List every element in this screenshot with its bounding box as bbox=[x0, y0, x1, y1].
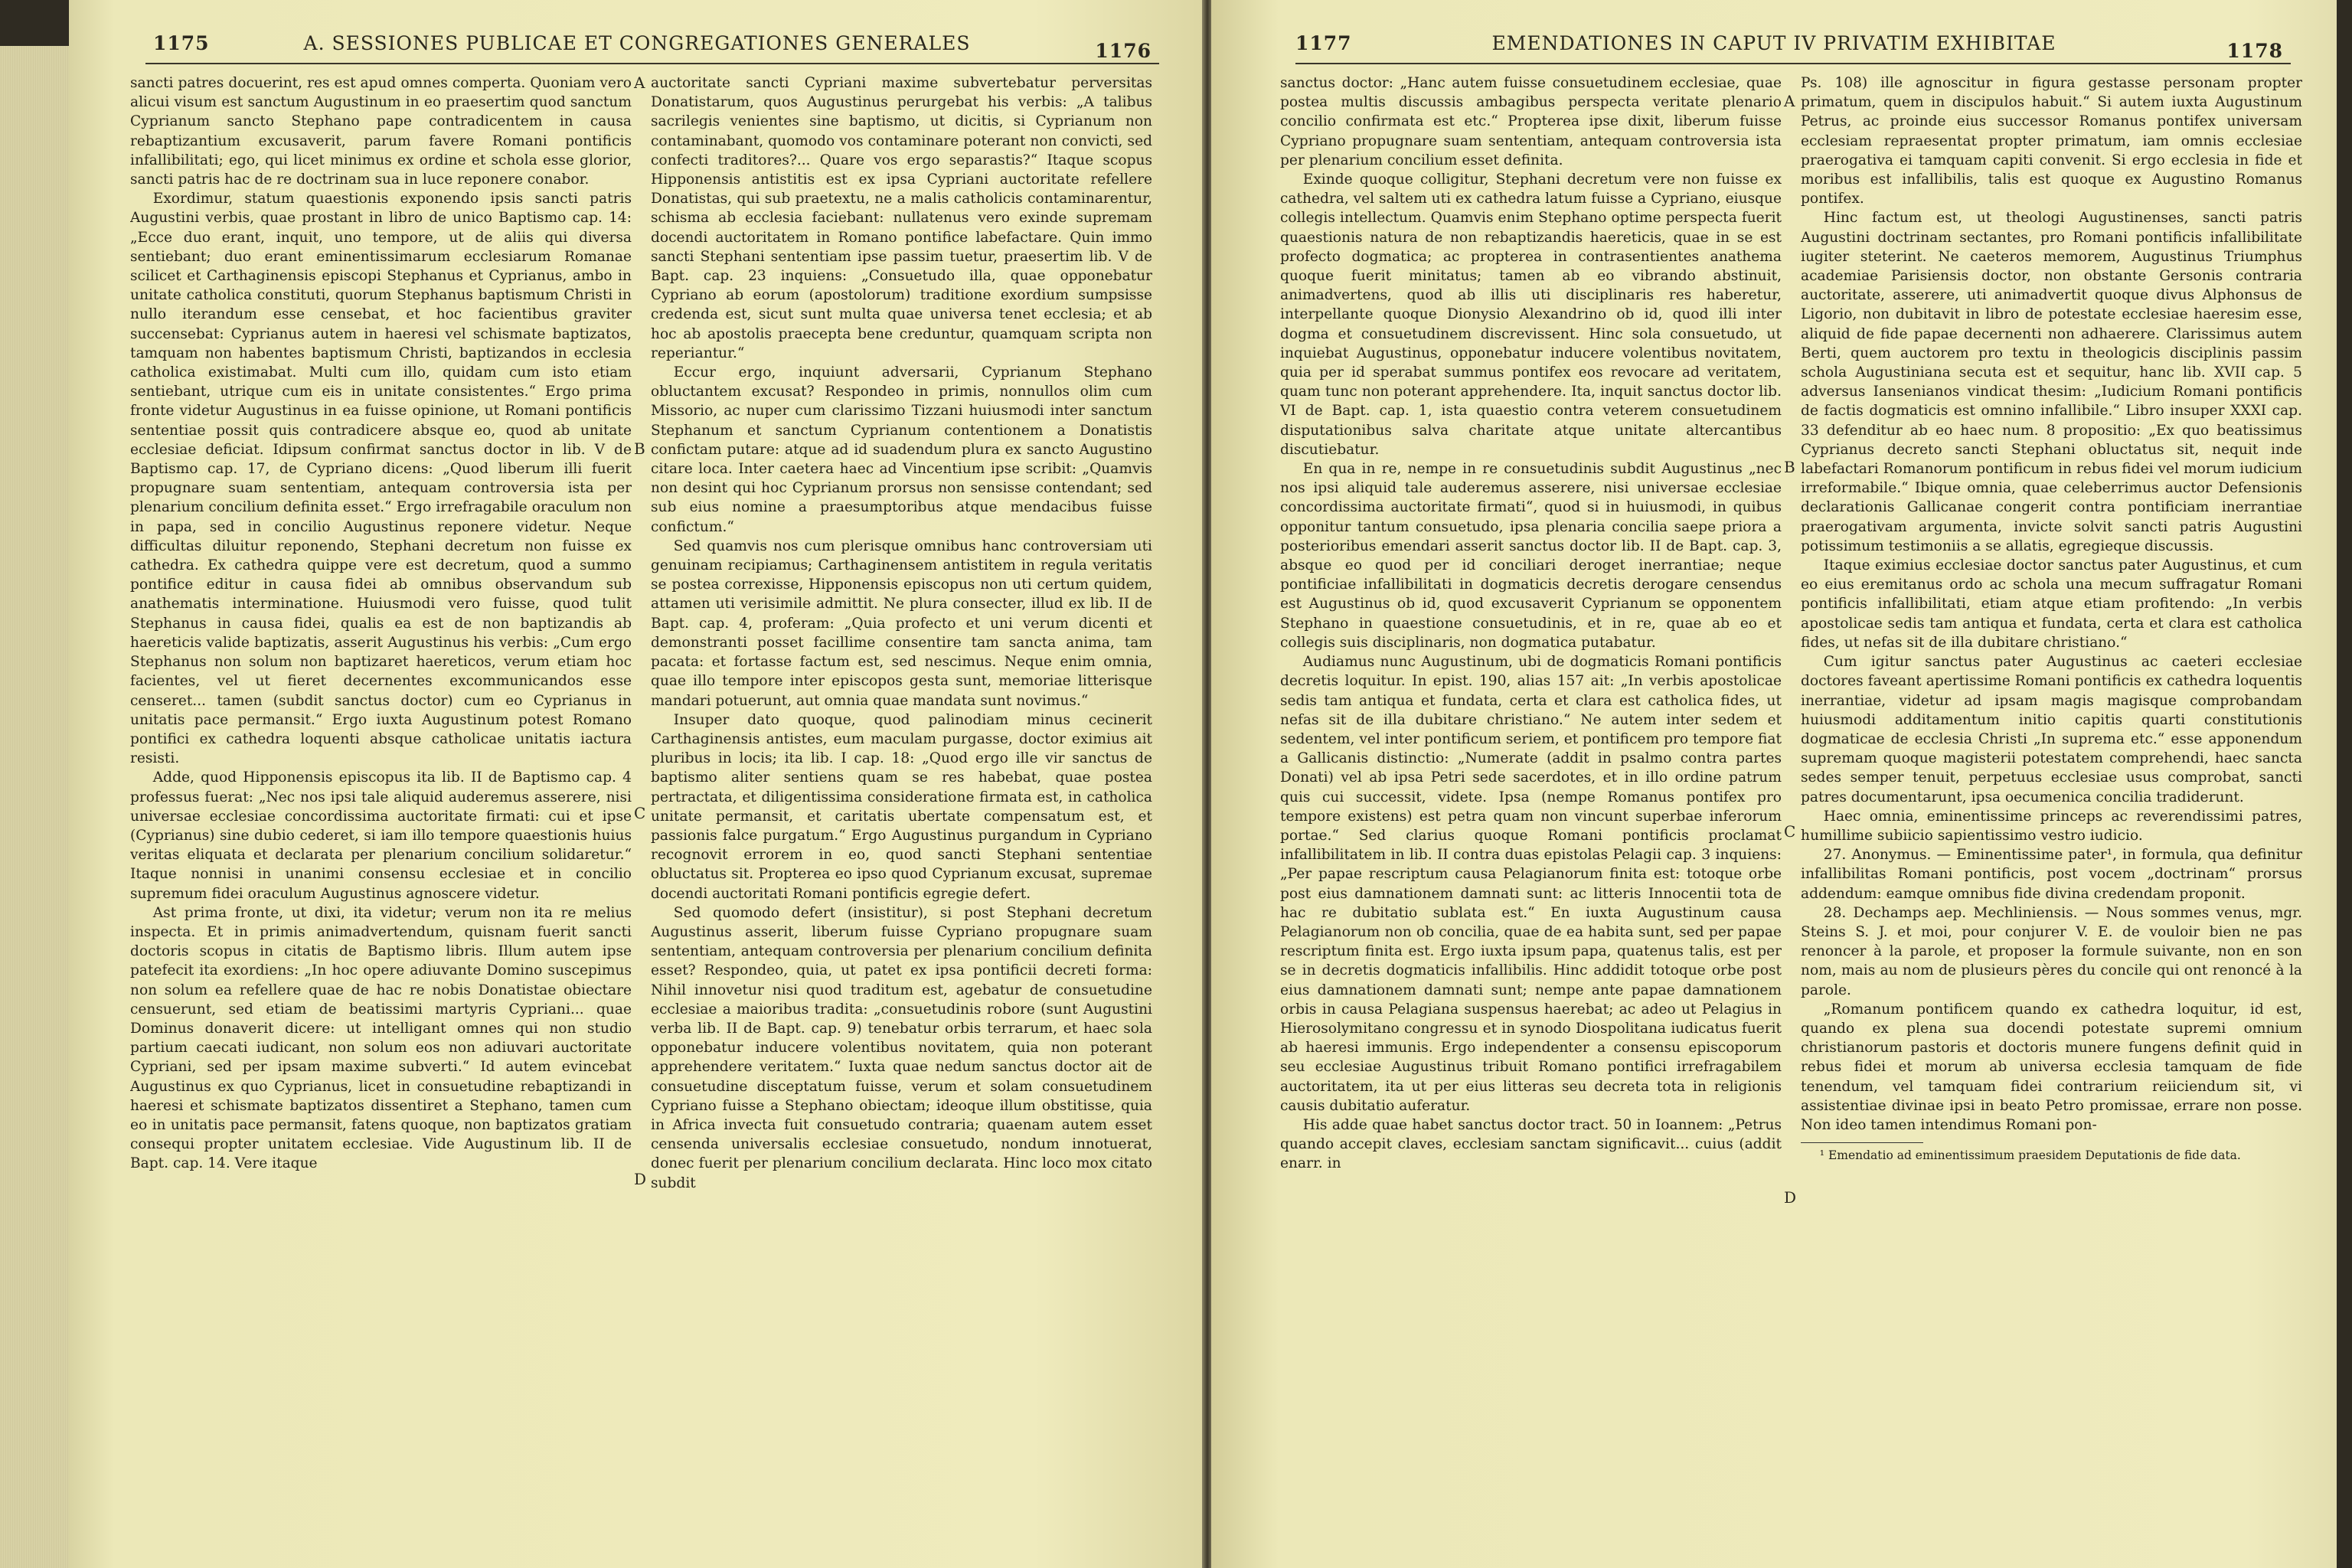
paragraph: Sed quamvis nos cum plerisque omnibus hanc controversiam uti genuinam recipiamus; Carthaginensem antistitem in regula veritatis se postea correxisse, Hipponensis episcopus non uti certum quidem, attamen uti verisimile admittit. Ne plura consecter, illud ex lib. II de Bapt. cap. 4, proferam: „Quia profecto et uni verum dicenti et demonstranti posset facillime consentire tam sancta anima, tam pacata: et fortasse factum est, sed nescimus. Neque enim omnia, quae illo tempore inter episcopos gesta sunt, memoriae litterisque mandari potuerunt, aut omnia quae mandata sunt novimus.“ bbox=[651, 537, 1152, 709]
running-title: EMENDATIONES IN CAPUT IV PRIVATIM EXHIBITAE bbox=[1491, 32, 2056, 54]
margin-marker: B bbox=[1784, 458, 1795, 476]
paragraph: Hinc factum est, ut theologi Augustinenses, sancti patris Augustini doctrinam sectantes, pro Romani pontificis infallibilitate iugiter steterint. Ne caeteros memorem, Augustinus Triumphus academiae Parisiensis doctor, non obstante Gersonis contraria auctoritate, asserere, uti animadvertit quoque divus Alphonsus de Ligorio, non dubitavit in libro de potestate ecclesiae haeresim esse, aliquid de fide papae decernenti non adhaerere. Clarissimus autem Berti, quem auctorem pro textu in theologicis disciplinis passim schola Augustiniana secuta est et sequitur, hanc lib. XVII cap. 5 adversus Iansenianos vindicat thesim: „Iudicium Romani pontificis de factis dogmaticis est omnino infallibile.“ Libro insuper XXXI cap. 33 defenditur ab eo haec num. 8 propositio: „Ex quo beatissimus Cyprianus decreto sancti Stephani obluctatus sit, nequit inde labefactari Romanorum pontificum in rebus fidei vel morum iudicium irreformabile.“ Ibique omnia, quae celeberrimus auctor Defensionis declarationis Gallicanae congerit contra pontificiam inerrantiae praerogativam argumenta, invicte solvit sancti patris Augustini potissimum testimoniis a se allatis, egregieque discussis. bbox=[1801, 210, 2302, 554]
running-head-right bbox=[1211, 29, 2337, 67]
paragraph: 28. Dechamps aep. Mechliniensis. — Nous sommes venus, mgr. Steins S. J. et moi, pour conjurer V. E. de vouloir bien ne pas renoncer à la parole, et proposer la formule suivante, non en son nom, mais au nom de plusieurs pères du concile qui ont renoncé à la parole. bbox=[1801, 904, 2302, 998]
paragraph: Sed quomodo defert (insistitur), si post Stephani decretum Augustinus asserit, liberum fuisse Cypriano propugnare suam sententiam, antequam controversia per plenarium concilium definita esset? Respondeo, quia, ut patet ex ipsa pontificii decreti forma: Nihil innovetur nisi quod traditum est, agebatur de consuetudine ecclesiae a maioribus tradita: „consuetudinis robore (sunt Augustini verba lib. II de Bapt. cap. 9) tenebatur orbis terrarum, et haec sola opponebatur inducere volentibus novitatem, quia non poterant apprehendere veritatem.“ Iuxta quae nedum sanctus doctor ait de consuetudine disceptatum fuisse, verum et solam consuetudinem Cypriano fuisse a Stephano obiectam; ideoque illum obstitisse, quia in Africa invecta fuit consuetudo contraria; quaenam autem esset censenda universalis ecclesiae consuetudo, nondum innotuerat, donec fuerit per plenarium concilium declarata. Hinc loco mox citato subdit bbox=[651, 904, 1152, 1191]
footnote-rule bbox=[1801, 1142, 1923, 1143]
paragraph: En qua in re, nempe in re consuetudinis subdit Augustinus „nec nos ipsi aliquid tale auderemus asserere, nisi universae ecclesiae concordissima auctoritate firmati“, quod si in huiusmodi, in quibus opponitur tantum consuetudo, ipsa plenaria concilia saepe priora a posterioribus emendari asserit sanctus doctor lib. II de Bapt. cap. 3, absque eo quod per id conciliari deroget inerrantiae; neque pontificiae infallibilitati in dogmaticis decretis derogare censendus est Augustinus ob id, quod excusaverit Cyprianum se opponentem Stephano in quaestione consuetudinis, et in re, quae ab eo et collegis suis disciplinaris, non dogmatica putabatur. bbox=[1280, 461, 1782, 651]
paragraph: 27. Anonymus. — Eminentissime pater¹, in formula, qua definitur infallibilitas Romani pontificis, post vocem „doctrinam“ prorsus addendum: eamque omnibus fide divina credendam proponit. bbox=[1801, 847, 2302, 902]
paragraph: „Romanum pontificem quando ex cathedra loquitur, id est, quando ex plena sua docendi potestate supremi omnium christianorum pastoris et doctoris munere fungens definit quid in rebus fidei et morum ab universa ecclesia tamquam de fide tenendum, vel tamquam fidei contrarium reiiciendum sit, vi assistentiae divinae ipsi in beato Petro promissae, errare non posse. Non ideo tamen intendimus Romani pon- bbox=[1801, 1001, 2302, 1133]
text-column-left-2 bbox=[651, 74, 1152, 1544]
margin-marker: D bbox=[1784, 1188, 1797, 1207]
paragraph: sancti patres docuerint, res est apud omnes comperta. Quoniam vero alicui visum est sanctum Augustinum in eo praesertim quod sanctum Cyprianum sancto Stephano pape contradicentem in causa rebaptizantium excusaverit, parum favere Romani pontificis infallibilitati; ego, qui licet minimus ex ordine et schola esse glorior, sancti patris hac de re doctrinam sua in luce reponere conabor. bbox=[130, 75, 632, 188]
margin-marker: B bbox=[634, 439, 645, 458]
paragraph: auctoritate sancti Cypriani maxime subvertebatur perversitas Donatistarum, quos Augustinus perurgebat his verbis: „A talibus sacrilegis venientes sine baptismo, ut dicitis, si Cyprianum non contaminabant, quomodo vos contaminare poterant non convicti, sed confecti traditores?... Quare vos ergo separastis?“ Itaque scopus Hipponensis antistitis est ex ipsa Cypriani auctoritate refellere Donatistas, qui sub praetextu, ne a malis catholicis contaminarentur, schisma ab ecclesia faciebant: nullatenus vero exinde supremam docendi auctoritatem in Romano pontifice labefactare. Quin immo sancti Stephani sententiam ipse passim tuetur, praesertim lib. V de Bapt. cap. 23 inquiens: „Consuetudo illa, quae opponebatur Cypriano ab eorum (apostolorum) traditione exordium sumpsisse credenda est, sicut sunt multa quae universa tenet ecclesia; et ab hoc ab apostolis praecepta bene creduntur, quamquam scripta non reperiantur.“ bbox=[651, 75, 1152, 361]
page-number: 1175 bbox=[153, 32, 210, 54]
text-column-left-1 bbox=[130, 74, 632, 1544]
page-number: 1176 bbox=[1095, 40, 1152, 62]
paragraph: sanctus doctor: „Hanc autem fuisse consuetudinem ecclesiae, quae postea multis discussis ambagibus perspecta veritate plenario concilio confirmata est etc.“ Propterea ipse dixit, liberum fuisse Cypriano propugnare suam sententiam, antequam controversia ista per plenarium concilium esset definita. bbox=[1280, 75, 1782, 168]
left-page bbox=[69, 0, 1205, 1568]
paragraph: Haec omnia, eminentissime princeps ac reverendissimi patres, humillime subiicio sapientissimo vestro iudicio. bbox=[1801, 808, 2302, 844]
margin-marker: D bbox=[634, 1170, 647, 1188]
paragraph: Audiamus nunc Augustinum, ubi de dogmaticis Romani pontificis decretis loquitur. In epist. 190, alias 157 ait: „In verbis apostolicae sedis tam antiqua et fundata, certa et clara est catholica fides, ut nefas sit de illa dubitare christiano.“ Ne autem inter sedem et sedentem, vel inter pontificum seriem, et pontificem pro tempore fiat a Gallicanis distinctio: „Numerate (addit in psalmo contra partes Donati) vel ab ipsa Petri sede sacerdotes, et in illo ordine patrum quis cui successit, videte. Ipsa (nempe Romanus pontifex pro tempore existens) est petra quam non vincunt superbae inferorum portae.“ Sed clarius quoque Romani pontificis proclamat infallibilitatem in lib. II contra duas epistolas Pelagii cap. 3 inquiens: „Per papae rescriptum causa Pelagianorum finita est: totoque orbe post eius damnationem damnati sunt: ac litteris Innocentii tota de hac re dubitatio sublata est.“ En iuxta Augustinum causa Pelagianorum non ob concilia, quae de ea habita sunt, sed per papae rescriptum finita est. Ergo iuxta ipsum papa, quatenus talis, est per se in decretis dogmaticis infallibilis. Hinc addidit totoque orbe post eius damnationem damnati sunt; nempe ante papae damnationem orbis in causa Pelagiana suspensus haerebat; ac adeo ut Pelagius in Hierosolymitano congressu et in synodo Diospolitana iudicatus fuerit ab haeresi immunis. Ergo independenter a consensu episcoporum seu ecclesiae Augustinus tribuit Romano pontifici irrefragabilem auctoritatem, ita ut per eius litteras seu decreta tota in religionis causis dubitatio auferatur. bbox=[1280, 654, 1782, 1114]
paragraph: Exordimur, statum quaestionis exponendo ipsis sancti patris Augustini verbis, quae prostant in libro de unico Baptismo cap. 14: „Ecce duo erant, inquit, uno tempore, ut de aliis qui diversa sentiebant; duo erant eminentissimarum ecclesiarum Romanae scilicet et Carthaginensis episcopi Stephanus et Cyprianus, ambo in unitate catholica constituti, quorum Stephanus baptismum Christi in nullo iterandum esse censebat, et hoc facientibus graviter succensebat: Cyprianus autem in haeresi vel schismate baptizatos, tamquam non habentes baptismum Christi, baptizandos in ecclesia catholica existimabat. Multi cum illo, quidam cum isto etiam sentiebant, utrique cum eis in unitate consistentes.“ Ergo prima fronte videtur Augustinus in ea fuisse opinione, ut Romani pontificis sententiae possit quis contradicere absque eo, quod ab unitate ecclesiae deficiat. Idipsum confirmat sanctus doctor in lib. V de Baptismo cap. 17, de Cypriano dicens: „Quod liberum illi fuerit propugnare suam sententiam, antequam controversia ista per plenarium concilium definita esset.“ Ergo irrefragabile oraculum non in papa, sed in concilio Augustinus reponere videtur. Neque difficultas diluitur reponendo, Stephani decretum non fuisse ex cathedra. Ex cathedra quippe vere est decretum, quod a summo pontifice editur in causa fidei ab omnibus observandum sub anathematis interminatione. Huiusmodi vero fuisse, quod tulit Stephanus in causa fidei, qualis ea est de non baptizandis ab haereticis valide baptizatis, asserit Augustinus his verbis: „Cum ergo Stephanus non solum non baptizaret haereticos, verum etiam hoc facientes, vel ut fieret decernentes excommunicandos esse censeret... tamen (subdit sanctus doctor) cum eo Cyprianus in unitatis pace permansit.“ Ergo iuxta Augustinum potest Romano pontifici ex cathedra loquenti absque catholicae unitatis iactura resisti. bbox=[130, 191, 632, 767]
margin-marker: A bbox=[1784, 92, 1795, 110]
paragraph: Cum igitur sanctus pater Augustinus ac caeteri ecclesiae doctores faveant apertissime Romani pontificis ex cathedra loquentis inerrantiae, videtur ad ipsam magis magisque comprobandam huiusmodi additamentum initio capitis quarti constitutionis dogmaticae de ecclesia Christi „In suprema etc.“ esse apponendum supremam quoque magisterii potestatem comprehendi, haec sancta sedes semper tenuit, perpetuus ecclesiae usus comprobat, sancti patres documentarunt, ipsa oecumenica concilia tradiderunt. bbox=[1801, 654, 2302, 805]
page-number: 1178 bbox=[2226, 40, 2283, 62]
paragraph: Ps. 108) ille agnoscitur in figura gestasse personam propter primatum, quem in discipulos habuit.“ Si autem iuxta Augustinum Petrus, ac proinde eius successor Romanus pontifex universam ecclesiam repraesentat propter primatum, iam omnis ecclesiae praerogativa ei tamquam capiti convenit. Si ergo ecclesia in fide et moribus est infallibilis, talis est quoque ex Augustino Romanus pontifex. bbox=[1801, 75, 2302, 207]
header-rule bbox=[1295, 63, 2291, 64]
footnote: ¹ Emendatio ad eminentissimum praesidem Deputationis de fide data. bbox=[1819, 1148, 2241, 1163]
running-title: A. SESSIONES PUBLICAE ET CONGREGATIONES GENERALES bbox=[303, 32, 971, 54]
text-column-right-1 bbox=[1280, 74, 1782, 1544]
paragraph: Ast prima fronte, ut dixi, ita videtur; verum non ita re melius inspecta. Et in primis animadvertendum, quisnam fuerit sancti doctoris scopus in citatis de Baptismo libris. Illum autem ipse patefecit ita exordiens: „In hoc opere adiuvante Domino suscepimus non solum ea refellere quae de hac re nobis Donatistae obiectare censuerunt, sed etiam de beatissimi martyris Cypriani... quae Dominus donaverit dicere: ut intelligant omnes qui non studio partium caecati iudicant, non solum eos non adiuvari auctoritate Cypriani, sed per ipsam maxime subverti.“ Id autem evincebat Augustinus ex quo Cyprianus, licet in consuetudine rebaptizandi in haeresi et schismate baptizatos dissentiret a Stephano, tamen cum eo in unitatis pace permansit, fatens quoque, non baptizatos gratiam consequi propter unitatem ecclesiae. Vide Augustinum lib. II de Bapt. cap. 14. Vere itaque bbox=[130, 904, 632, 1172]
paragraph: Exinde quoque colligitur, Stephani decretum vere non fuisse ex cathedra, vel saltem uti ex cathedra latum fuisse a Cypriano, eiusque collegis intellectum. Quamvis enim Stephano optime perspecta fuerit quaestionis natura de non rebaptizandis haereticis, quae in se est profecto dogmatica; ac propterea in contrasentientes anathema quoque fuerit minitatus; tamen ab eo vibrando abstinuit, animadvertens, quod ab illis uti disciplinaris res haberetur, interpellante quoque Dionysio Alexandrino ob id, quod illi inter dogma et consuetudinem discrevissent. Hinc sola consuetudo, ut inquiebat Augustinus, opponebatur inducere volentibus novitatem, quia per id sperabat summus pontifex eos revocare ad veritatem, quam tunc non poterant apprehendere. Ita, inquit sanctus doctor lib. VI de Bapt. cap. 1, ista quaestio contra veterem consuetudinem disputationibus salva charitate atque unitate altercantibus discutiebatur. bbox=[1280, 172, 1782, 458]
paragraph: His adde quae habet sanctus doctor tract. 50 in Ioannem: „Petrus quando accepit claves, ecclesiam sanctam significavit... cuius (addit enarr. in bbox=[1280, 1116, 1782, 1172]
paragraph: Adde, quod Hipponensis episcopus ita lib. II de Baptismo cap. 4 professus fuerat: „Nec nos ipsi tale aliquid auderemus asserere, nisi universae ecclesiae concordissima auctoritate firmati: cui et ipse (Cyprianus) sine dubio cederet, si iam illo tempore quaestionis huius veritas eliquata et declarata per plenarium concilium solidaretur.“ Itaque nonnisi in unanimi consensu ecclesiae et in concilio supremum fidei oraculum Augustinus agnoscere videtur. bbox=[130, 769, 632, 902]
margin-marker: C bbox=[1784, 822, 1796, 841]
paragraph: Insuper dato quoque, quod palinodiam minus cecinerit Carthaginensis antistes, eum maculam purgasse, doctor eximius ait pluribus in locis; ita lib. I cap. 18: „Quod ergo ille vir sanctus de baptismo aliter sentiens quam se res habebat, quae postea pertractata, et diligentissima consideratione firmata est, in catholica unitate permansit, et caritatis ubertate compensatum est, et passionis falce purgatum.“ Ergo Augustinus purgandum in Cypriano recognovit errorem in eo, quod sancti Stephani sententiae obluctatus sit. Propterea eo ipso quod Cyprianum excusat, supremae docendi auctoritati Romani pontificis egregie defert. bbox=[651, 711, 1152, 902]
running-head-left bbox=[69, 29, 1205, 67]
margin-marker: A bbox=[634, 74, 645, 92]
paragraph: Eccur ergo, inquiunt adversarii, Cyprianum Stephano obluctantem excusat? Respondeo in primis, nonnullos olim cum Missorio, ac nuper cum clarissimo Tizzani huiusmodi inter sanctum Stephanum et sanctum Cyprianum contentionem a Donatistis confictam putare: atque ad id suadendum plura ex sancto Augustino citare loca. Inter caetera haec ad Vincentium ipse scribit: „Quamvis non desint qui hoc Cyprianum prorsus non sensisse contendant; sed sub eius nomine a praesumptoribus atque mendacibus fuisse confictum.“ bbox=[651, 364, 1152, 535]
page-stack-edges bbox=[0, 46, 70, 1568]
paragraph: Itaque eximius ecclesiae doctor sanctus pater Augustinus, et cum eo eius eremitanus ordo ac schola una mecum suffragatur Romani pontificis infallibilitati, etiam atque etiam profitendo: „In verbis apostolicae sedis tam antiqua et fundata, certa et clara est catholica fides, ut nefas sit de illa dubitare christiano.“ bbox=[1801, 557, 2302, 651]
page-number: 1177 bbox=[1295, 32, 1352, 54]
header-rule bbox=[145, 63, 1159, 64]
right-page bbox=[1211, 0, 2337, 1568]
text-column-right-2 bbox=[1801, 74, 2302, 1544]
margin-marker: C bbox=[634, 804, 646, 822]
